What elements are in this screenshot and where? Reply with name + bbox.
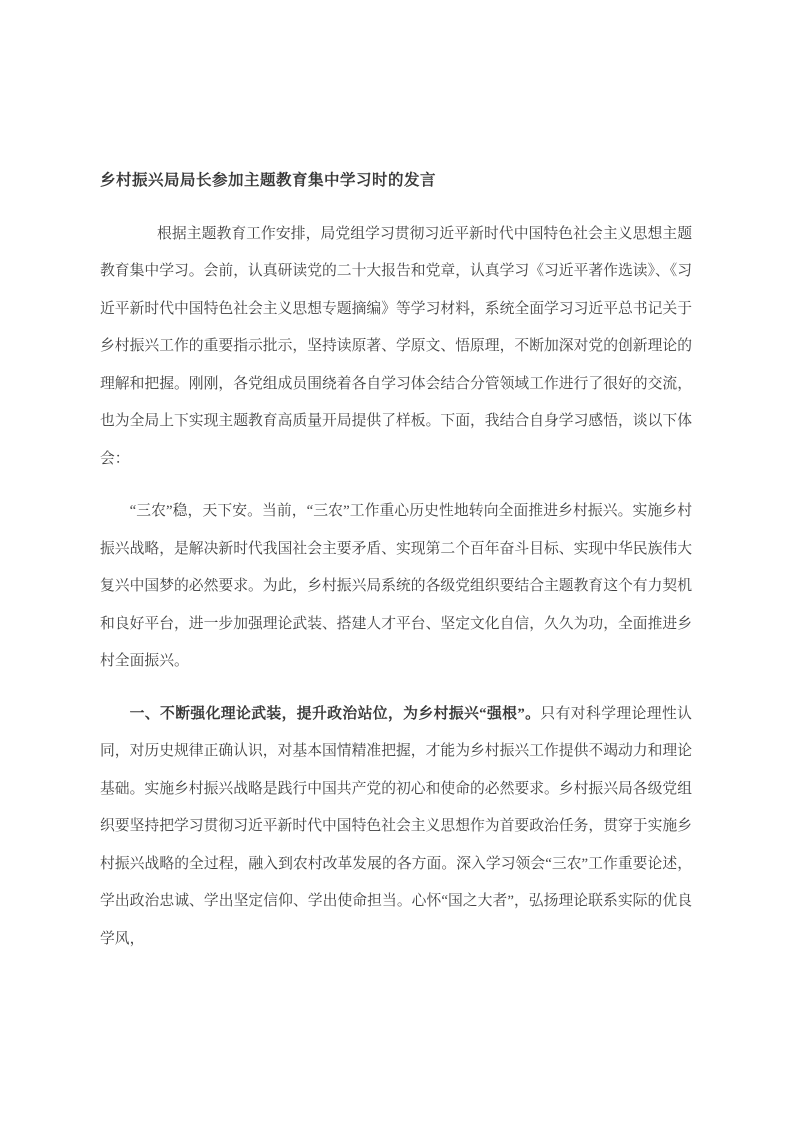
section-one-heading: 一、不断强化理论武装，提升政治站位，为乡村振兴“强根”。 bbox=[129, 705, 541, 722]
document-title: 乡村振兴局局长参加主题教育集中学习时的发言 bbox=[100, 172, 437, 189]
paragraph-sannong: “三农”稳，天下安。当前，“三农”工作重心历史性地转向全面推进乡村振兴。实施乡村振兴战略，是解决新时代我国社会主要矛盾、实现第二个百年奋斗目标、实现中华民族伟大复兴中国梦的必然要求。为此，乡村振兴局系统的各级党组织要结合主题教育这个有力契机和良好平台，进一步加强理论武装、搭建人才平台、坚定文化自信，久久为功，全面推进乡村全面振兴。 bbox=[100, 503, 692, 669]
paragraph-section-one bbox=[100, 696, 692, 959]
section-one-body: 只有对科学理论理性认同，对历史规律正确认识，对基本国情精准把握，才能为乡村振兴工作提供不竭动力和理论基础。实施乡村振兴战略是践行中国共产党的初心和使命的必然要求。乡村振兴局各级党组织要坚持把学习贯彻习近平新时代中国特色社会主义思想作为首要政治任务，贯穿于实施乡村振兴战略的全过程，融入到农村改革发展的各方面。深入学习领会“三农”工作重要论述，学出政治忠诚、学出坚定信仰、学出使命担当。心怀“国之大者”，弘扬理论联系实际的优良学风， bbox=[100, 705, 692, 947]
paragraph-intro: 根据主题教育工作安排，局党组学习贯彻习近平新时代中国特色社会主义思想主题教育集中学习。会前，认真研读党的二十大报告和党章，认真学习《习近平著作选读》、《习近平新时代中国特色社会主义思想专题摘编》等学习材料，系统全面学习习近平总书记关于乡村振兴工作的重要指示批示，坚持读原著、学原文、悟原理，不断加深对党的创新理论的理解和把握。刚刚，各党组成员围绕着各自学习体会结合分管领域工作进行了很好的交流，也为全局上下实现主题教育高质量开局提供了样板。下面，我结合自身学习感悟，谈以下体会： bbox=[100, 225, 692, 467]
